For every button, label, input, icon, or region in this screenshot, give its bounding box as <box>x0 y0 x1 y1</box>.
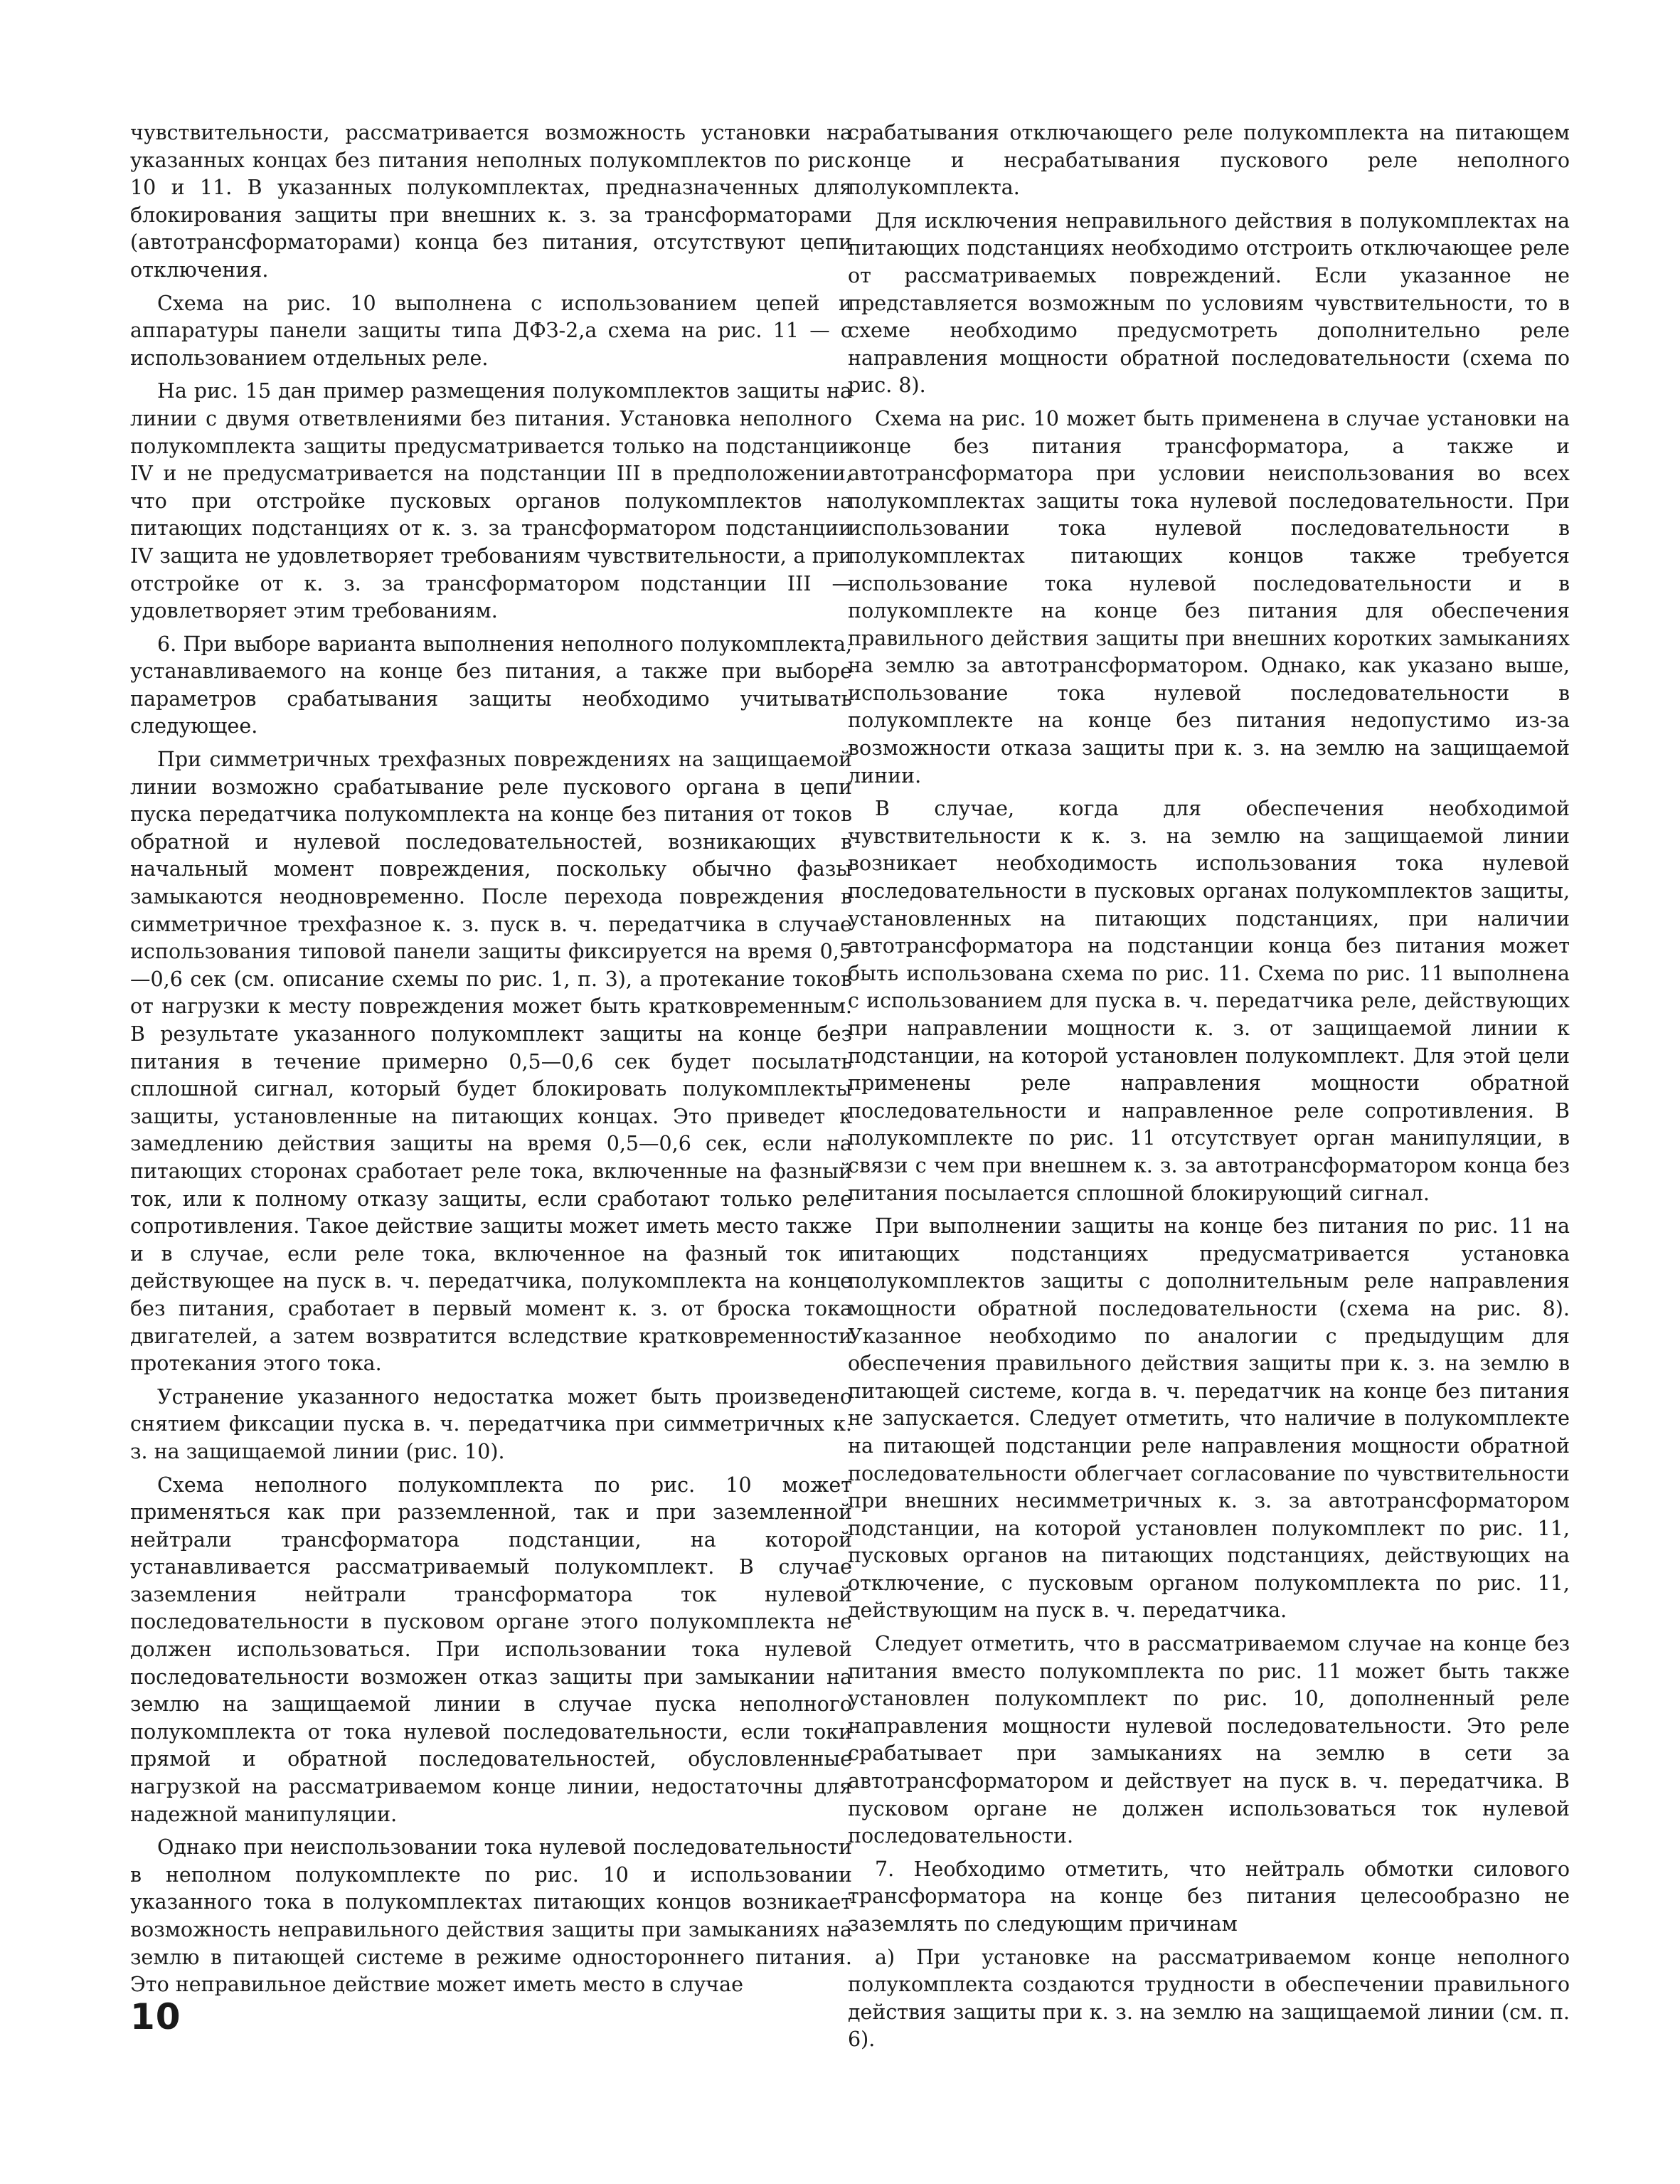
paragraph: Схема неполного полукомплекта по рис. 10 может применяться как при разземленной, так и при заземленной нейтрали трансформатора подстанции, на которой устанавливается рассматриваемый полукомплект. В случае заземления нейтрали трансформатора ток нулевой последовательности в пусковом органе этого полукомплекта не должен использоваться. При использовании тока нулевой последовательности возможен отказ защиты при замыкании на землю на защищаемой линии в случае пуска неполного полукомплекта от тока нулевой последовательности, если токи прямой и обратной последовательностей, обусловленные нагрузкой на рассматриваемом конце линии, недостаточны для надежной манипуляции. <box>130 1473 852 1826</box>
left-text-column <box>130 120 852 1999</box>
paragraph: При симметричных трехфазных повреждениях на защищаемой линии возможно срабатывание реле пускового органа в цепи пуска передатчика полукомплекта на конце без питания от токов обратной и нулевой последовательностей, возникающих в начальный момент повреждения, поскольку обычно фазы замыкаются неодновременно. После перехода повреждения в симметричное трехфазное к. з. пуск в. ч. передатчика в случае использования типовой панели защиты фиксируется на время 0,5—0,6 сек (см. описание схемы по рис. 1, п. 3), а протекание токов от нагрузки к месту повреждения может быть кратковременным. В результате указанного полукомплект защиты на конце без питания в течение примерно 0,5—0,6 сек будет посылать сплошной сигнал, который будет блокировать полукомплекты защиты, установленные на питающих концах. Это приведет к замедлению действия защиты на время 0,5—0,6 сек, если на питающих сторонах сработает реле тока, включенные на фазный ток, или к полному отказу защиты, если сработают только реле сопротивления. Такое действие защиты может иметь место также и в случае, если реле тока, включенное на фазный ток и действующее на пуск в. ч. передатчика, полукомплекта на конце без питания, сработает в первый момент к. з. от броска тока двигателей, а затем возвратится вследствие кратковременности протекания этого тока. <box>130 748 852 1376</box>
paragraph: чувствительности, рассматривается возможность установки на указанных концах без питания неполных полукомплектов по рис. 10 и 11. В указанных полукомплектах, предназначенных для блокирования защиты при внешних к. з. за трансформаторами (автотрансформаторами) конца без питания, отсутствуют цепи отключения. <box>130 121 852 282</box>
paragraph: Для исключения неправильного действия в полукомплектах на питающих подстанциях необходимо отстроить отключающее реле от рассматриваемых повреждений. Если указанное не представляется возможным по условиям чувствительности, то в схеме необходимо предусмотреть дополнительно реле направления мощности обратной последовательности (схема по рис. 8). <box>848 208 1570 398</box>
paragraph: Однако при неиспользовании тока нулевой последовательности в неполном полукомплекте по рис. 10 и использовании указанного тока в полукомплектах питающих концов возникает возможность неправильного действия защиты при замыканиях на землю в питающей системе в режиме одностороннего питания. Это неправильное действие может иметь место в случае <box>130 1835 852 1997</box>
paragraph: В случае, когда для обеспечения необходимой чувствительности к к. з. на землю на защищаемой линии возникает необходимость использования тока нулевой последовательности в пусковых органах полукомплектов защиты, установленных на питающих подстанциях, при наличии автотрансформатора на подстанции конца без питания может быть использована схема по рис. 11. Схема по рис. 11 выполнена с использованием для пуска в. ч. передатчика реле, действующих при направлении мощности к. з. от защищаемой линии к подстанции, на которой установлен полукомплект. Для этой цели применены реле направления мощности обратной последовательности и направленное реле сопротивления. В полукомплекте по рис. 11 отсутствует орган манипуляции, в связи с чем при внешнем к. з. за автотрансформатором конца без питания посылается сплошной блокирующий сигнал. <box>848 797 1570 1205</box>
paragraph: Следует отметить, что в рассматриваемом случае на конце без питания вместо полукомплекта по рис. 11 может быть также установлен полукомплект по рис. 10, дополненный реле направления мощности нулевой последовательности. Это реле срабатывает при замыканиях на землю в сети за автотрансформатором и действует на пуск в. ч. передатчика. В пусковом органе не должен использоваться ток нулевой последовательности. <box>848 1632 1570 1848</box>
paragraph: 6. При выборе варианта выполнения неполного полукомплекта, устанавливаемого на конце без питания, а также при выборе параметров срабатывания защиты необходимо учитывать следующее. <box>130 632 852 738</box>
paragraph: На рис. 15 дан пример размещения полукомплектов защиты на линии с двумя ответвлениями без питания. Установка неполного полукомплекта защиты предусматривается только на подстанции IV и не предусматривается на подстанции III в предположении, что при отстройке пусковых органов полукомплектов на питающих подстанциях от к. з. за трансформатором подстанции IV защита не удовлетворяет требованиям чувствительности, а при отстройке от к. з. за трансформатором подстанции III — удовлетворяет этим требованиям. <box>130 379 852 623</box>
right-text-column <box>848 120 1570 2054</box>
paragraph: Схема на рис. 10 может быть применена в случае установки на конце без питания трансформатора, а также и автотрансформатора при условии неиспользования во всех полукомплектах защиты тока нулевой последовательности. При использовании тока нулевой последовательности в полукомплектах питающих концов также требуется использование тока нулевой последовательности и в полукомплекте на конце без питания для обеспечения правильного действия защиты при внешних коротких замыканиях на землю за автотрансформатором. Однако, как указано выше, использование тока нулевой последовательности в полукомплекте на конце без питания недопустимо из-за возможности отказа защиты при к. з. на землю на защищаемой линии. <box>848 406 1570 788</box>
paragraph: При выполнении защиты на конце без питания по рис. 11 на питающих подстанциях предусматривается установка полукомплектов защиты с дополнительным реле направления мощности обратной последовательности (схема на рис. 8). Указанное необходимо по аналогии с предыдущим для обеспечения правильного действия защиты при к. з. на землю в питающей системе, когда в. ч. передатчик на конце без питания не запускается. Следует отметить, что наличие в полукомплекте на питающей подстанции реле направления мощности обратной последовательности облегчает согласование по чувствительности при внешних несимметричных к. з. за автотрансформатором подстанции, на которой установлен полукомплект по рис. 11, пусковых органов на питающих подстанциях, действующих на отключение, с пусковым органом полукомплекта по рис. 11, действующим на пуск в. ч. передатчика. <box>848 1214 1570 1623</box>
paragraph: Схема на рис. 10 выполнена с использованием цепей и аппаратуры панели защиты типа ДФЗ-2,а схема на рис. 11 — с использованием отдельных реле. <box>130 291 852 370</box>
paragraph: а) При установке на рассматриваемом конце неполного полукомплекта создаются трудности в обеспечении правильного действия защиты при к. з. на землю на защищаемой линии (см. п. 6). <box>848 1945 1570 2052</box>
paragraph: Устранение указанного недостатка может быть произведено снятием фиксации пуска в. ч. передатчика при симметричных к. з. на защищаемой линии (рис. 10). <box>130 1384 852 1463</box>
page-number: 10 <box>130 1996 181 2037</box>
paragraph: срабатывания отключающего реле полукомплекта на питающем конце и несрабатывания пускового реле неполного полукомплекта. <box>848 121 1570 200</box>
paragraph: 7. Необходимо отметить, что нейтраль обмотки силового трансформатора на конце без питания целесообразно не заземлять по следующим причинам <box>848 1857 1570 1936</box>
